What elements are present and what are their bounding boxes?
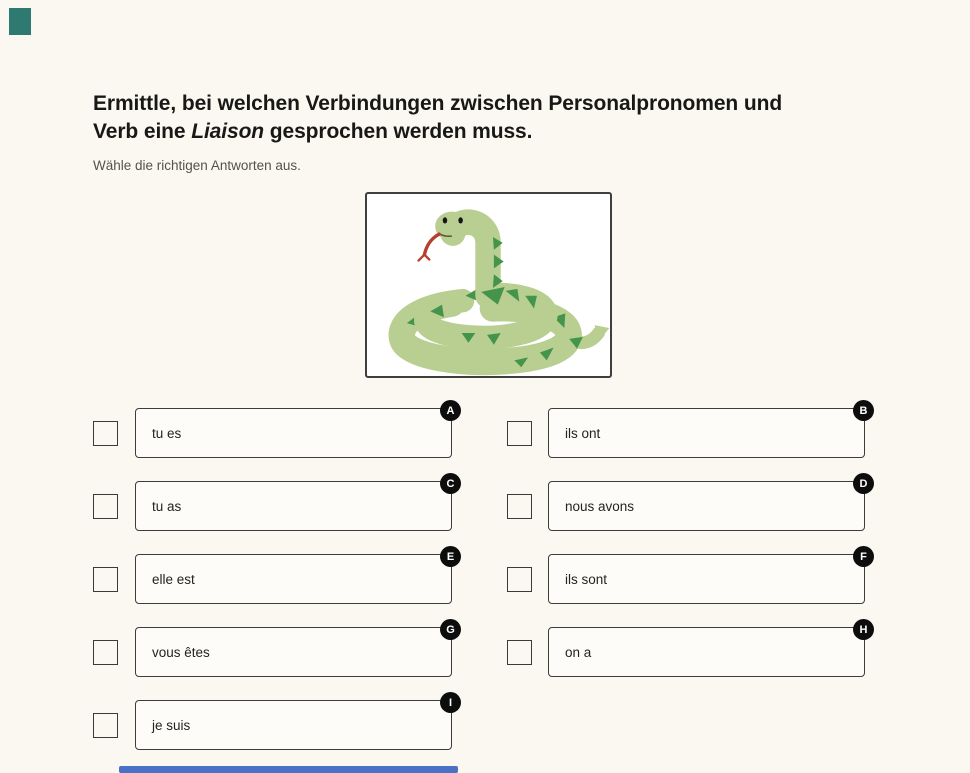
letter-badge-f: F — [853, 546, 874, 567]
answer-label: ils sont — [565, 571, 608, 587]
answer-label: ils ont — [565, 425, 601, 441]
answer-box-b[interactable] — [548, 404, 868, 458]
top-left-accent-square — [9, 8, 31, 35]
answer-label: tu as — [152, 498, 182, 514]
checkbox-option-c[interactable] — [93, 494, 118, 519]
option-row — [507, 404, 868, 458]
option-row — [507, 623, 868, 677]
checkbox-option-b[interactable] — [507, 421, 532, 446]
letter-badge-b: B — [853, 400, 874, 421]
answer-box-a[interactable] — [135, 404, 455, 458]
option-row — [93, 550, 455, 604]
letter-badge-e: E — [440, 546, 461, 567]
answer-box-f[interactable] — [548, 550, 867, 604]
answer-label: tu es — [152, 425, 182, 441]
snake-illustration-icon — [367, 194, 610, 376]
answer-label: elle est — [152, 571, 195, 587]
option-row — [93, 477, 455, 531]
illustration-card — [365, 192, 612, 378]
letter-badge-g: G — [440, 619, 461, 640]
answer-box-g[interactable] — [135, 623, 455, 677]
checkbox-option-a[interactable] — [93, 421, 118, 446]
task-title — [93, 90, 913, 146]
answer-box-c[interactable] — [135, 477, 455, 531]
checkbox-option-i[interactable] — [93, 713, 118, 738]
option-row — [93, 404, 455, 458]
answer-label: nous avons — [565, 498, 635, 514]
option-row — [507, 550, 867, 604]
task-title-line2: Verb eine Liaison gesprochen werden muss. — [93, 120, 533, 143]
letter-badge-i: I — [440, 692, 461, 713]
title-italic-term: Liaison — [191, 120, 265, 143]
option-row — [93, 623, 455, 677]
option-row — [93, 696, 453, 750]
answer-label: on a — [565, 644, 592, 660]
checkbox-option-e[interactable] — [93, 567, 118, 592]
option-row — [507, 477, 868, 531]
answer-box-e[interactable] — [135, 550, 455, 604]
answer-box-d[interactable] — [548, 477, 868, 531]
letter-badge-h: H — [853, 619, 874, 640]
checkbox-option-f[interactable] — [507, 567, 532, 592]
answer-label: vous êtes — [152, 644, 210, 660]
task-instruction: Wähle die richtigen Antworten aus. — [93, 158, 301, 173]
checkbox-option-d[interactable] — [507, 494, 532, 519]
checkbox-option-g[interactable] — [93, 640, 118, 665]
answer-label: je suis — [152, 717, 191, 733]
checkbox-option-h[interactable] — [507, 640, 532, 665]
answer-box-i[interactable] — [135, 696, 453, 750]
letter-badge-c: C — [440, 473, 461, 494]
task-title-line1: Ermittle, bei welchen Verbindungen zwischen Personalpronomen und — [93, 92, 783, 115]
answer-box-h[interactable] — [548, 623, 868, 677]
bottom-blue-bar — [119, 766, 458, 773]
letter-badge-a: A — [440, 400, 461, 421]
letter-badge-d: D — [853, 473, 874, 494]
